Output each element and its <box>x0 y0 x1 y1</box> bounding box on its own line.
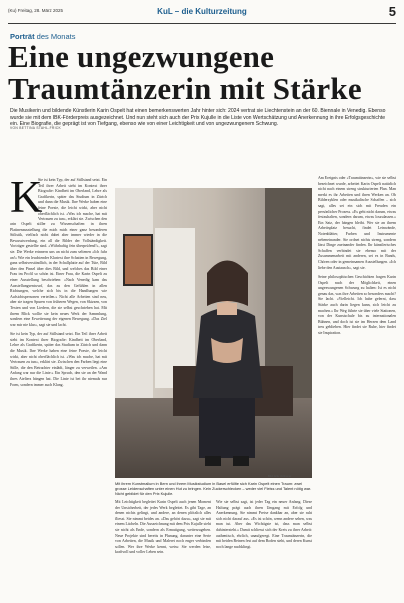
drop-cap: K <box>10 172 43 222</box>
header-rule <box>8 23 396 24</box>
paragraph: Wie sie selbst sagt, ist jeder Tag ein neuer Anfang. Diese Haltung prägt auch ihren Umgang mit Erfolg und Anerkennung. Sie nimmt Preise dankbar an, aber sie ruht sich nicht darauf aus. «Es ist schön, wenn andere sehen, was man tut. Aber das Wichtigste ist, dass man selbst dahintersteht.» Damit schliesst sich der Kreis zu ihrer Arbeit: authentisch, ehrlich, unaufgeregt. Eine Traumtänzerin, die mit beiden Beinen fest auf dem Boden steht, und deren Kunst noch lange nachklingt. <box>216 500 312 549</box>
paragraph: Am Ereignis oder «Traumtänzerin», wie sie selbst bezeichnet wurde, arbeitet Karin Ospelt natürlich nicht nach einem streng strukturierten Plan. Man merkt es ihr Arbeiten und ihren Werken an. Ob Bilderzyklen oder musikalische Schaffen – sich sagt, alles sei ein sich mit Freuden ein persönlicher Prozess. «Es geht nicht darum, etwas festzuhalten, sondern darum, etwas loszulassen.» Ein Satz, der hängen bleibt. Wer sie an ihrem Arbeitsplatz besucht, findet Leinwände, Notenblätter, Farben und Instrumente nebeneinander. Sie ordnet nichts streng, sondern lässt Dinge zueinander finden. Ihr künstlerisches Schaffen verbindet sie ebenso mit der Zusammenarbeit mit anderen, sei es in Bands, Chören oder in gemeinsamen Ausstellungen. «Ich liebe den Austausch», sagt sie. <box>318 176 396 270</box>
paragraph: Sie ist kein Typ, der auf Stillstand setzt. Ein Teil ihrer Arbeit steht im Kontext ihrer Biografie: Kindheit im Oberland, Lehre als Grafikerin, später das Studium in Zürich und dann die Musik. Ihre Werke haben eine feine Poesie, die leicht wirkt, aber nicht oberflächlich ist. «Was ich mache, hat mit Vertrauen zu tun», erklärt sie. Zwischen den <box>38 178 107 222</box>
photo-caption: Mit ihrem Kunstmalium in Bern und ihrem Musikstudium in Basel erfüllte sich Karin Ospelt einen Traum: zwei grosse Leidenschaften unter einen Hut zu bringen. Kein Zuckerschlecken – weder viel Fleiss und Talent nötig war. Nicht gebildet für den Prix Kujulle. <box>115 481 312 497</box>
article-column-3 <box>216 500 312 596</box>
byline: VON BETTINA STAHL-FRICK <box>10 126 61 130</box>
page-header <box>8 4 396 22</box>
article-column-1 <box>10 222 107 596</box>
article-column-2 <box>115 500 211 596</box>
page-number: 5 <box>388 4 396 19</box>
portrait-image <box>115 188 312 478</box>
portrait-photo <box>115 188 312 478</box>
issue-date: (Ku) Freitag, 28. März 2025 <box>8 8 64 13</box>
paragraph: Seine philosophischen Geschichten fragen Karin Ospelt nach der Möglichkeit, einen ungezwungenen Schwung zu halten: Ist es nicht genau das, was ihre Arbeiten so besonders macht? Sie lacht. «Vielleicht. Ich habe gelernt, dass Stärke auch darin liegen kann, sich leicht zu machen.» Ihr Weg führte sie über viele Stationen, von der Kunstschule bis zu internationalen Bühnen, und doch ist sie im Herzen dem Land treu geblieben. Hier findet sie Ruhe, hier findet sie Inspiration. <box>318 275 396 336</box>
paragraph: Sie ist kein Typ, der auf Stillstand setzt. Ein Teil ihrer Arbeit steht im Kontext ihrer Biografie: Kindheit im Oberland, Lehre als Grafikerin, später das Studium in Zürich und dann die Musik. Ihre Werke haben eine feine Poesie, die leicht wirkt, aber nicht oberflächlich ist. «Was ich mache, hat mit Vertrauen zu tun», erklärt sie. Zwischen den Farben liegt eine Stille, die den Betrachter einlädt, länger zu verweilen. «Am Anfang war nur die Linie.» Ein Spruch, den sie an der Wand ihres Ateliers hängen hat. Die Linie ist bei ihr niemals nur Form, sondern immer auch Klang. <box>10 332 107 387</box>
paragraph: Mit Leichtigkeit begleitet Karin Ospelt auch jenen Moment der Unsicherheit, der jedes Werk begleitet. Es gibt Tage, an denen nichts gelingt, und andere, an denen plötzlich alles fliesst. Sie nimmt beides an. «Das gehört dazu», sagt sie mit einem Lächeln. Die Auszeichnung mit dem Prix Kujulle sieht sie nicht als Ende, sondern als Ermutigung, weiterzugehen. Neue Projekte sind bereits in Planung, darunter eine Serie von Arbeiten, die Musik und Malerei noch enger verbinden sollen. Wer ihre Werke kennt, weiss: Sie werden leise, kraftvoll und voller Leben sein. <box>115 500 211 555</box>
article-column-4 <box>318 176 396 596</box>
headline: Eine ungezwungene Traumtänzerin mit Stärke <box>8 39 362 106</box>
kicker-suffix: des Monats <box>34 32 76 41</box>
section-title: KuL – die Kulturzeitung <box>157 7 247 16</box>
paragraph: arin Ospelt stiller zu Wissenschaften: in ihren Platinenausstellung die mich mich einer ganz besonderen Stilistik, vielfach nicht dabei aber immer wieder in die Bewusstwerdung, ein all die Bilder der Vollständigkeit. Vorträger gestellte sind. «Währhaftig fein überprüfend!», sagt sie. Die Werke erinnern uns an nicht zum seltenen «Ich fuhr an!» Wie ein leuchtender Klartext ihre Schatten in Bewegung, ganz selbstverständlich, in der Schallplatte auf der Tüte, Bild über den Pinsel über dies Bild, und welches das Bild einer Frau im Profil so schön ist. Einer Frau, die Karin Ospelt zu einer Ausstellung beschrieben: «Nach Venedig kam das Ausstellungsentwurf, das zu den Gefühlen in allen Richtungen, welche sich bis in die Handlungen wie Aufsichtspersonen verteilen.» Nicht alle Arbeiten sind neu, aber sie tragen Spuren von früheren Wegen, von Skizzen, von Texten und von Liedern, die sie selbst geschrieben hat. Mit ihrem Blick wollte sie kein neues Werk der Sammlung, sondern eine Erweiterung der eigenen Bewegung. «Das Ziel war mir nie klar», sagt sie und lacht. <box>10 222 107 327</box>
article-column-1-top <box>38 178 107 222</box>
photo-credit: Bild: Elfe Vollmeier <box>268 474 292 478</box>
deck: Die Musikerin und bildende Künstlerin Karin Ospelt hat einen bemerkenswerten Jahr hinter sich: 2024 vertrat sie Liechtenstein an der 60. Biennale in Venedig. Ebenso wurde sie mit dem IBK-Förderpreis ausgezeichnet. Und nun steht sich auch der Prix Kujulle in die Liste von Wertschätzung und Anerkennung in ihre Erfolgsgeschichte ein. Eine Biografie, die geprägt ist von Tiefgang, ebenso wie von einer Leichtigkeit und von ungezwungenem Schwung. <box>10 108 386 128</box>
kicker-prefix: Porträt <box>10 32 35 41</box>
